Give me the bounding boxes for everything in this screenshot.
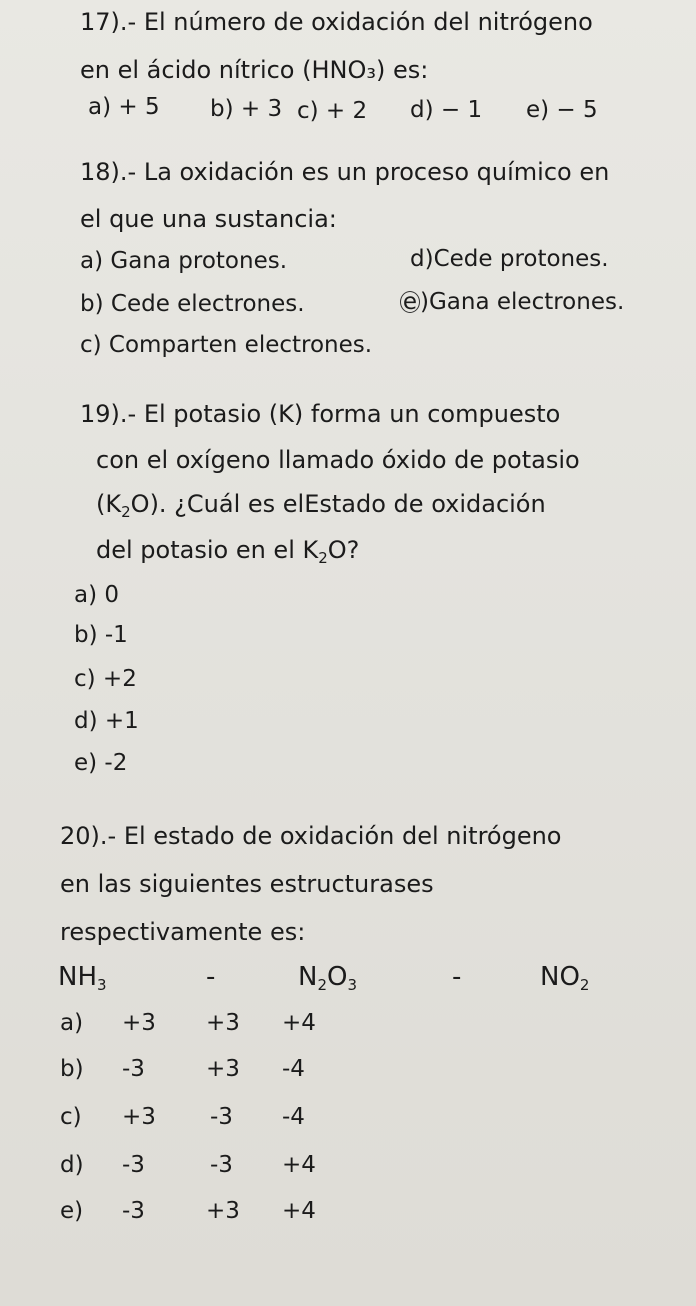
q20-option-value-3: +4: [282, 1152, 316, 1178]
q17-formula: HNO₃: [311, 56, 376, 84]
q20-formula-n2o3: [298, 962, 357, 994]
q20-nh3-base: NH: [58, 962, 97, 992]
q20-n2o3-n: N: [298, 962, 318, 992]
q20-option-label: a): [60, 1010, 84, 1036]
q20-separator-2: -: [452, 962, 462, 992]
q20-n2o3-osub: 3: [347, 976, 358, 994]
q20-option-value-1: -3: [122, 1198, 145, 1224]
q19-formula-o: O: [130, 490, 150, 518]
q18-option-c: c) Comparten electrones.: [80, 332, 373, 358]
q20-option-value-2: -3: [210, 1152, 233, 1178]
q20-nh3-sub: 3: [97, 976, 107, 994]
q20-line3: respectivamente es:: [60, 918, 306, 946]
q17-option-b: b) + 3: [210, 96, 283, 122]
q19-formula2-k: K: [302, 536, 319, 564]
q19-line3-rest: ). ¿Cuál es elEstado de oxidación: [149, 490, 546, 518]
q18-option-b: b) Cede electrones.: [80, 291, 305, 317]
q20-option-value-2: +3: [206, 1198, 240, 1224]
q19-line4-text: del potasio en el: [96, 536, 303, 564]
q19-paren: (: [96, 490, 106, 518]
q20-option-label: e): [60, 1198, 84, 1224]
q17-line2-suffix: ) es:: [376, 56, 429, 84]
q19-formula: [105, 490, 150, 521]
q20-option-value-3: +4: [282, 1198, 316, 1224]
q18-option-e-circled-letter: e: [400, 291, 420, 313]
q19-line4: [96, 536, 359, 567]
q20-line1: 20).- El estado de oxidación del nitrógeno: [60, 822, 562, 850]
q20-option-label: c): [60, 1104, 82, 1130]
q19-formula-k: K: [105, 490, 122, 518]
q19-line4-end: ?: [346, 536, 360, 564]
q20-option-value-3: -4: [282, 1104, 305, 1130]
q20-separator-1: -: [206, 962, 216, 992]
q19-formula2-sub: 2: [318, 549, 328, 567]
q19-line2: con el oxígeno llamado óxido de potasio: [96, 446, 580, 474]
q17-option-e: e) − 5: [526, 97, 598, 123]
q20-line2: en las siguientes estructurases: [60, 870, 434, 898]
q17-option-c: c) + 2: [297, 98, 368, 124]
q20-option-value-2: +3: [206, 1010, 240, 1036]
q18-option-e-text: )Gana electrones.: [420, 289, 625, 315]
q20-option-value-1: -3: [122, 1056, 145, 1082]
q20-formula-nh3: [58, 962, 107, 994]
q19-option-b: b) -1: [74, 622, 128, 648]
q19-option-d: d) +1: [74, 708, 139, 734]
q20-option-value-3: -4: [282, 1056, 305, 1082]
q20-no2-base: NO: [540, 962, 580, 992]
q20-option-value-3: +4: [282, 1010, 316, 1036]
q20-formula-no2: [540, 962, 589, 994]
q20-option-value-1: -3: [122, 1152, 145, 1178]
q19-line1: 19).- El potasio (K) forma un compuesto: [80, 400, 561, 428]
q20-no2-sub: 2: [579, 976, 590, 994]
q20-option-label: b): [60, 1056, 84, 1082]
q19-formula-2: [302, 536, 347, 567]
q18-option-a: a) Gana protones.: [80, 248, 288, 274]
q20-option-label: d): [60, 1152, 84, 1178]
q20-option-value-1: +3: [122, 1010, 156, 1036]
q20-n2o3-o: O: [327, 962, 348, 992]
q17-option-a: a) + 5: [88, 94, 160, 120]
q18-line2: el que una sustancia:: [80, 205, 337, 233]
q17-line2-prefix: en el ácido nítrico (: [80, 56, 312, 84]
q19-line3: [96, 490, 546, 521]
q19-formula2-o: O: [327, 536, 347, 564]
q19-formula-sub: 2: [121, 503, 131, 521]
q18-line1: 18).- La oxidación es un proceso químico en: [80, 158, 610, 186]
q19-option-a: a) 0: [74, 582, 120, 608]
q19-option-e: e) -2: [74, 750, 128, 776]
q20-option-value-2: -3: [210, 1104, 233, 1130]
q18-option-d: d)Cede protones.: [410, 246, 609, 272]
q20-option-value-1: +3: [122, 1104, 156, 1130]
q19-option-c: c) +2: [74, 666, 137, 692]
q17-line2: [80, 56, 428, 84]
q20-n2o3-nsub: 2: [317, 976, 327, 994]
q20-option-value-2: +3: [206, 1056, 240, 1082]
q17-line1: 17).- El número de oxidación del nitrógeno: [80, 8, 593, 36]
q17-option-d: d) − 1: [410, 97, 483, 123]
q18-option-e: [400, 289, 624, 315]
